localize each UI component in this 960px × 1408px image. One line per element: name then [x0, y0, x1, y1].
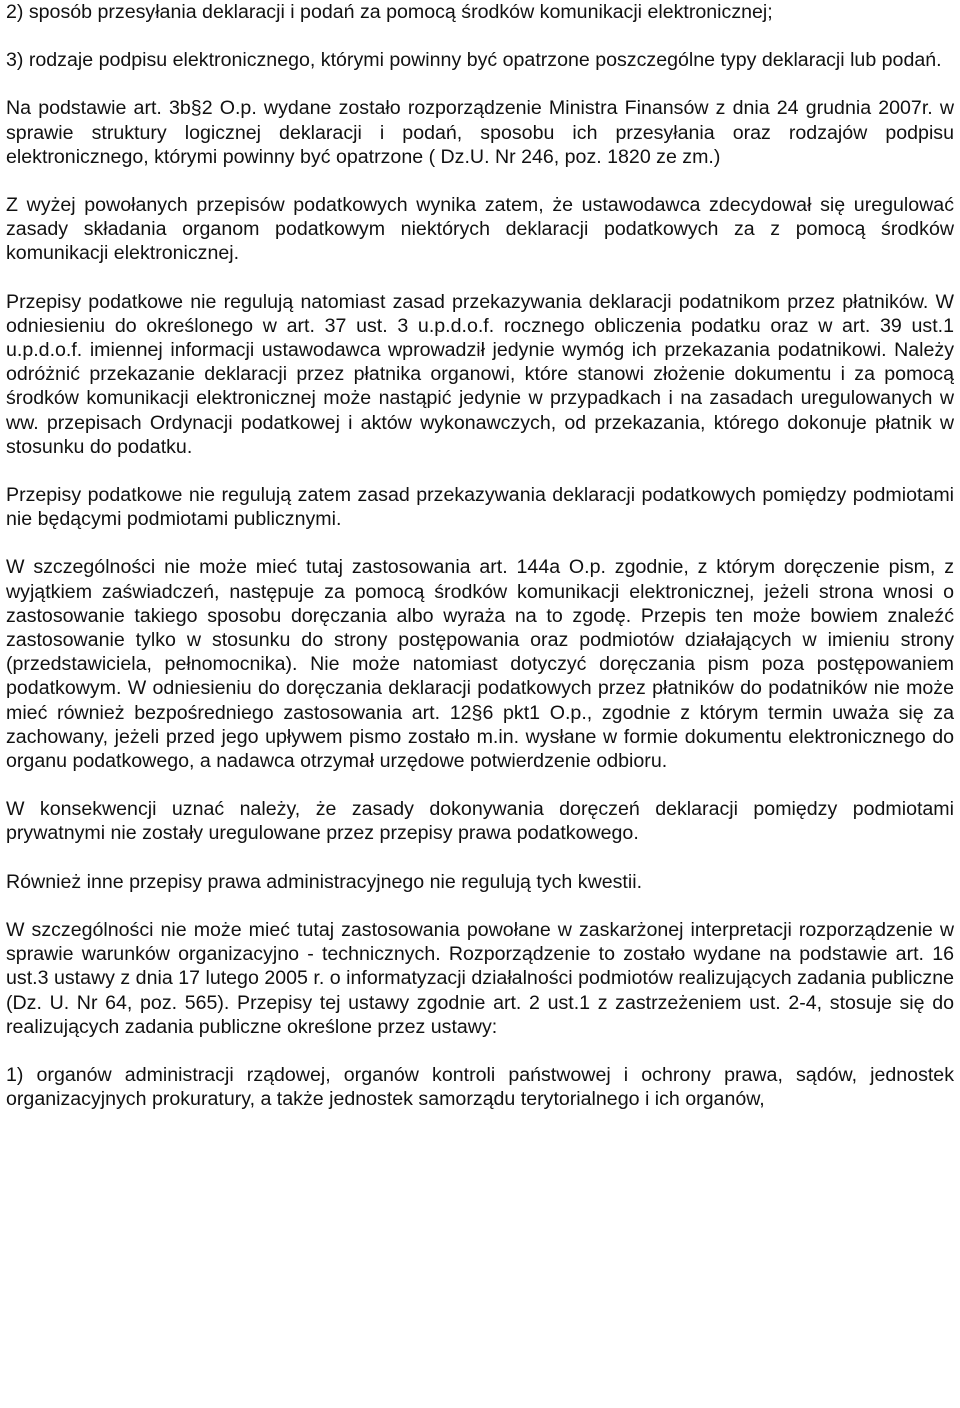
paragraph-taxpayers: Przepisy podatkowe nie regulują natomiast zasad przekazywania deklaracji podatnikom przez płatników. W odniesieniu do określonego w art. 37 ust. 3 u.p.d.o.f. rocznego obliczenia podatku oraz w art. 39 ust.1 u.p.d.o.f. imiennej informacji ustawodawca wprowadził jedynie wymóg ich przekazania podatnikowi. Należy odróżnić przekazanie deklaracji przez płatnika organowi, które stanowi złożenie dokumentu i za pomocą środków komunikacji elektronicznej może nastąpić jedynie w przypadkach i na zasadach uregulowanych w ww. przepisach Ordynacji podatkowej i aktów wykonawczych, od przekazania, którego dokonuje płatnik w stosunku do podatku. [6, 290, 954, 458]
paragraph-point-3: 3) rodzaje podpisu elektronicznego, którymi powinny być opatrzone poszczególne typy deklaracji lub podań. [6, 49, 942, 72]
paragraph-private-entities: Przepisy podatkowe nie regulują zatem zasad przekazywania deklaracji podatkowych pomiędzy podmiotami nie będącymi podmiotami publicznymi. [6, 484, 954, 531]
document-page [6, 0, 954, 1135]
paragraph-legal-basis: Na podstawie art. 3b§2 O.p. wydane zostało rozporządzenie Ministra Finansów z dnia 24 grudnia 2007r. w sprawie struktury logicznej deklaracji i podań, sposobu ich przesyłania oraz rodzajów podpisu elektronicznego, którymi powinny być opatrzone ( Dz.U. Nr 246, poz. 1820 ze zm.) [6, 97, 954, 168]
paragraph-regulation: W szczególności nie może mieć tutaj zastosowania powołane w zaskarżonej interpretacji rozporządzenie w sprawie warunków organizacyjno - technicznych. Rozporządzenie to zostało wydane na podstawie art. 16 ust.3 ustawy z dnia 17 lutego 2005 r. o informatyzacji działalności podmiotów realizujących zadania publiczne (Dz. U. Nr 64, poz. 565). Przepisy tej ustawy zgodnie art. 2 ust.1 z zastrzeżeniem ust. 2-4, stosuje się do realizujących zadania publiczne określone przez ustawy: [6, 918, 954, 1038]
paragraph-point-2: 2) sposób przesyłania deklaracji i podań za pomocą środków komunikacji elektronicznej; [6, 1, 773, 23]
paragraph-consequence: W konsekwencji uznać należy, że zasady dokonywania doręczeń deklaracji pomiędzy podmiotami prywatnymi nie zostały uregulowane przez przepisy prawa podatkowego. [6, 798, 954, 845]
paragraph-point-1-organs: 1) organów administracji rządowej, organów kontroli państwowej i ochrony prawa, sądów, jednostek organizacyjnych prokuratury, a także jednostek samorządu terytorialnego i ich organów, [6, 1063, 954, 1111]
paragraph-conclusion: Z wyżej powołanych przepisów podatkowych wynika zatem, że ustawodawca zdecydował się uregulować zasady składania organom podatkowym niektórych deklaracji podatkowych za z pomocą środków komunikacji elektronicznej. [6, 194, 954, 265]
paragraph-art-144a: W szczególności nie może mieć tutaj zastosowania art. 144a O.p. zgodnie, z którym doręczenie pism, z wyjątkiem zaświadczeń, następuje za pomocą środków komunikacji elektronicznej, jeżeli strona wnosi o zastosowanie takiego sposobu doręczania albo wyraża na to zgodę. Przepis ten może bowiem znaleźć zastosowanie tylko w stosunku do strony postępowania oraz podmiotów działających w imieniu strony (przedstawiciela, pełnomocnika). Nie może natomiast dotyczyć doręczania pism poza postępowaniem podatkowym. W odniesieniu do doręczania deklaracji podatkowych przez płatników do podatników nie może mieć również bezpośredniego zastosowania art. 12§6 pkt1 O.p., zgodnie z którym termin uważa się za zachowany, jeżeli przed jego upływem pismo zostało m.in. wysłane w formie dokumentu elektronicznego do organu podatkowego, a nadawca otrzymał urzędowe potwierdzenie odbioru. [6, 556, 954, 773]
paragraph-administrative-law: Również inne przepisy prawa administracyjnego nie regulują tych kwestii. [6, 870, 643, 893]
